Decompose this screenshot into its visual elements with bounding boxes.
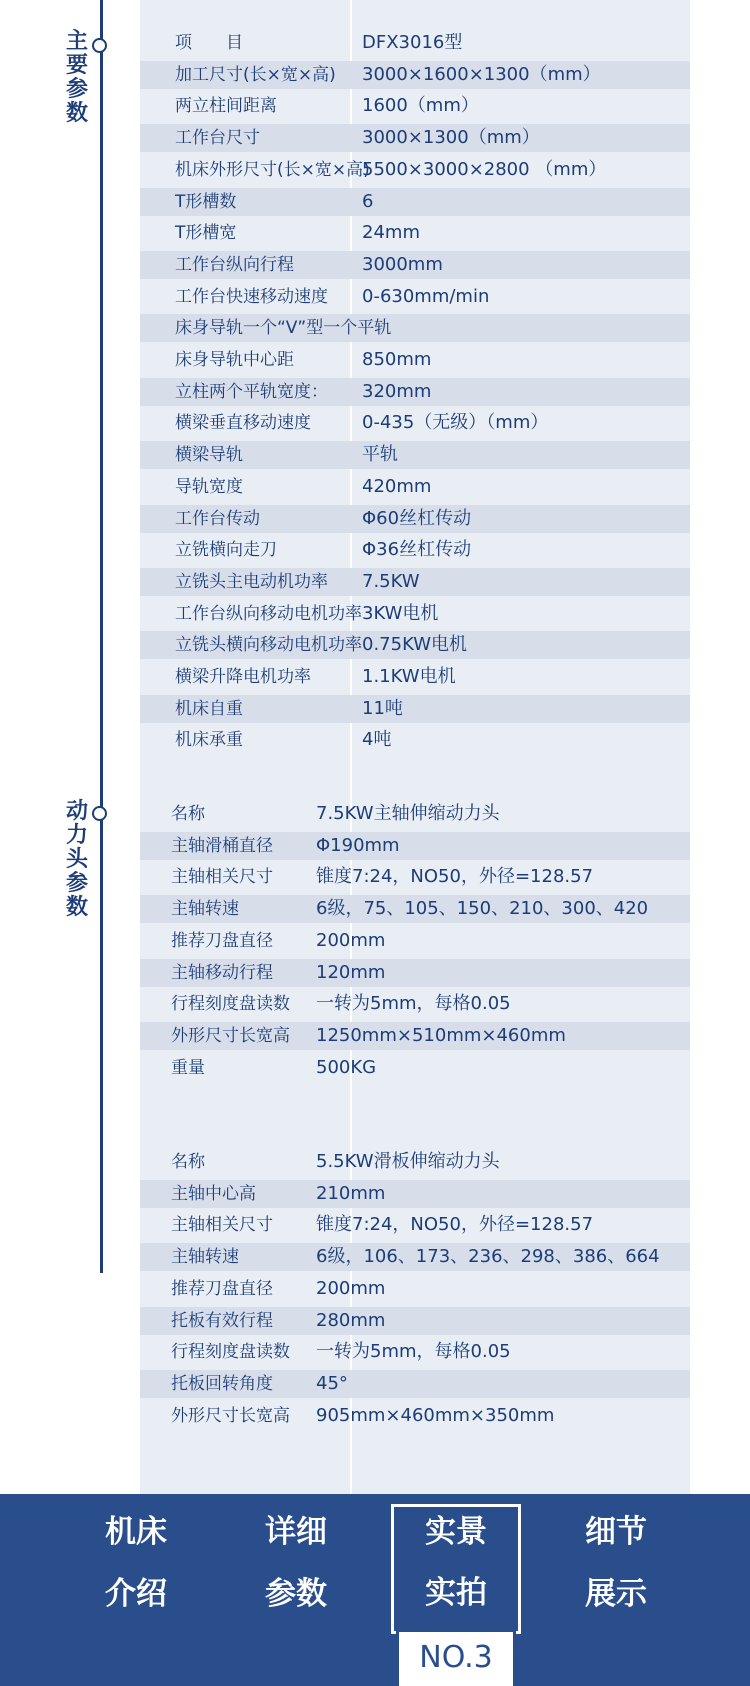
spec-value: 11吨 — [362, 698, 403, 719]
main-spec-row — [140, 61, 690, 89]
spec-key: 横梁升降电机功率 — [175, 667, 311, 687]
spec-value: 210mm — [316, 1183, 386, 1204]
main-spec-row — [140, 441, 690, 469]
spec-value: 200mm — [316, 930, 386, 951]
spec-key: 行程刻度盘读数 — [171, 1342, 290, 1362]
main-spec-row — [140, 568, 690, 596]
spec-value: 3KW电机 — [362, 603, 439, 624]
spec-value: 0-435（无级）（mm） — [362, 412, 549, 433]
main-spec-row — [140, 188, 690, 216]
spec-key: 横梁导轨 — [175, 445, 243, 465]
spec-key: 推荐刀盘直径 — [171, 931, 273, 951]
power-head-2-row — [140, 1402, 690, 1430]
power-head-2-row — [140, 1338, 690, 1366]
spec-value: 500KG — [316, 1057, 377, 1078]
spec-value: Φ190mm — [316, 835, 400, 856]
power-head-1-row — [140, 1022, 690, 1050]
spec-value: 320mm — [362, 381, 432, 402]
main-spec-row — [140, 346, 690, 374]
spec-value: 905mm×460mm×350mm — [316, 1405, 555, 1426]
power-head-2-row — [140, 1211, 690, 1239]
spec-value: 5500×3000×2800 （mm） — [362, 159, 607, 180]
spec-key: 推荐刀盘直径 — [171, 1279, 273, 1299]
spec-key: 立铣头主电动机功率 — [175, 572, 328, 592]
main-spec-row — [140, 314, 690, 342]
main-spec-row — [140, 219, 690, 247]
spec-value: 一转为5mm，每格0.05 — [316, 993, 511, 1014]
spec-key: 名称 — [171, 1152, 205, 1172]
spec-key: 托板回转角度 — [171, 1374, 273, 1394]
spec-value: 1250mm×510mm×460mm — [316, 1025, 566, 1046]
spec-value: 6级，75、105、150、210、300、420 — [316, 898, 649, 919]
spec-key: 床身导轨中心距 — [175, 350, 294, 370]
spec-value: DFX3016型 — [362, 32, 463, 53]
power-head-2-row — [140, 1148, 690, 1176]
spec-value: 一转为5mm，每格0.05 — [316, 1341, 511, 1362]
nav-label-line1: 实景 — [425, 1514, 487, 1550]
spec-value: 3000×1300（mm） — [362, 127, 540, 148]
power-head-1-row — [140, 863, 690, 891]
main-spec-row — [140, 251, 690, 279]
active-page-badge — [396, 1629, 516, 1686]
nav-label-line2: 实拍 — [425, 1575, 487, 1611]
main-spec-row — [140, 726, 690, 754]
main-spec-row — [140, 29, 690, 57]
main-spec-row — [140, 505, 690, 533]
spec-value: 锥度7:24，NO50，外径=128.57 — [316, 1214, 594, 1235]
spec-value: Φ60丝杠传动 — [362, 508, 472, 529]
nav-label-line2: 介绍 — [105, 1576, 167, 1612]
nav-item-detailed-params[interactable] — [231, 1494, 361, 1686]
spec-key: 外形尺寸长宽高 — [171, 1026, 290, 1046]
power-head-1-row — [140, 990, 690, 1018]
section-main-title: 主 要 参 数 — [65, 29, 88, 126]
bottom-nav — [0, 1494, 750, 1686]
power-head-2-row — [140, 1275, 690, 1303]
spec-key: 工作台纵向移动电机功率 — [175, 604, 362, 624]
power-head-1-row — [140, 832, 690, 860]
power-head-1-row — [140, 1054, 690, 1082]
spec-key: 主轴移动行程 — [171, 963, 273, 983]
spec-key: 横梁垂直移动速度 — [175, 413, 311, 433]
main-spec-row — [140, 124, 690, 152]
power-head-1-row — [140, 959, 690, 987]
spec-key: 立铣头横向移动电机功率 — [175, 635, 362, 655]
spec-key: 工作台快速移动速度 — [175, 287, 328, 307]
spec-value: 平轨 — [362, 444, 398, 465]
spec-value: 45° — [316, 1373, 348, 1394]
spec-key: 主轴滑桶直径 — [171, 836, 273, 856]
spec-key: 重量 — [171, 1058, 205, 1078]
spec-key: 工作台尺寸 — [175, 128, 260, 148]
spec-value: 3000mm — [362, 254, 443, 275]
spec-value: 3000×1600×1300（mm） — [362, 64, 601, 85]
spec-key: 项 目 — [175, 33, 243, 53]
spec-key: 主轴转速 — [171, 1247, 239, 1267]
spec-key: T形槽宽 — [175, 223, 237, 243]
spec-key: 主轴相关尺寸 — [171, 1215, 273, 1235]
spec-key: 机床承重 — [175, 730, 243, 750]
spec-value: 5.5KW滑板伸缩动力头 — [316, 1151, 500, 1172]
power-head-2-row — [140, 1307, 690, 1335]
spec-key: 主轴相关尺寸 — [171, 867, 273, 887]
spec-value: 0-630mm/min — [362, 286, 490, 307]
section-main-marker-icon — [92, 38, 107, 53]
spec-key: 床身导轨一个“V”型一个平轨 — [175, 318, 392, 338]
section-power-title: 动 力 头 参 数 — [65, 799, 88, 920]
main-spec-row — [140, 663, 690, 691]
spec-key: 行程刻度盘读数 — [171, 994, 290, 1014]
section-power-marker-icon — [92, 806, 107, 821]
nav-label-line2: 展示 — [585, 1576, 647, 1612]
spec-value: Φ36丝杠传动 — [362, 539, 472, 560]
spec-key: 外形尺寸长宽高 — [171, 1406, 290, 1426]
power-head-2-row — [140, 1370, 690, 1398]
nav-item-detail-display[interactable] — [551, 1494, 681, 1686]
nav-item-real-photos[interactable] — [391, 1504, 521, 1634]
main-spec-row — [140, 92, 690, 120]
spec-value: 6 — [362, 191, 374, 212]
main-spec-row — [140, 473, 690, 501]
spec-value: 7.5KW — [362, 571, 420, 592]
spec-value: 7.5KW主轴伸缩动力头 — [316, 803, 500, 824]
spec-value: 4吨 — [362, 729, 392, 750]
spec-value: 280mm — [316, 1310, 386, 1331]
spec-key: 立柱两个平轨宽度： — [175, 382, 328, 402]
spec-value: 1600（mm） — [362, 95, 479, 116]
section-timeline-line — [100, 0, 103, 1273]
spec-key: 机床外形尺寸(长×宽×高) — [175, 160, 370, 180]
main-spec-row — [140, 631, 690, 659]
spec-key: 主轴中心高 — [171, 1184, 256, 1204]
power-head-1-row — [140, 927, 690, 955]
main-spec-row — [140, 378, 690, 406]
spec-key: 工作台传动 — [175, 509, 260, 529]
nav-label-line2: 参数 — [265, 1576, 327, 1612]
power-head-1-row — [140, 800, 690, 828]
nav-label-line1: 细节 — [585, 1514, 647, 1550]
spec-key: 导轨宽度 — [175, 477, 243, 497]
spec-key: 两立柱间距离 — [175, 96, 277, 116]
nav-label-line1: 详细 — [265, 1514, 327, 1550]
spec-key: T形槽数 — [175, 192, 237, 212]
spec-key: 机床自重 — [175, 699, 243, 719]
spec-value: 1.1KW电机 — [362, 666, 456, 687]
main-spec-row — [140, 695, 690, 723]
active-page-number: NO.3 — [419, 1640, 493, 1675]
spec-key: 托板有效行程 — [171, 1311, 273, 1331]
spec-key: 主轴转速 — [171, 899, 239, 919]
spec-value: 120mm — [316, 962, 386, 983]
spec-value: 850mm — [362, 349, 432, 370]
spec-key: 工作台纵向行程 — [175, 255, 294, 275]
spec-value: 200mm — [316, 1278, 386, 1299]
spec-key: 加工尺寸(长×宽×高) — [175, 65, 336, 85]
power-head-2-row — [140, 1180, 690, 1208]
power-head-2-row — [140, 1243, 690, 1271]
nav-item-machine-intro[interactable] — [71, 1494, 201, 1686]
main-spec-row — [140, 156, 690, 184]
main-spec-row — [140, 536, 690, 564]
power-head-1-row — [140, 895, 690, 923]
main-spec-row — [140, 600, 690, 628]
spec-value: 6级，106、173、236、298、386、664 — [316, 1246, 660, 1267]
spec-key: 立铣横向走刀 — [175, 540, 277, 560]
spec-value: 0.75KW电机 — [362, 634, 468, 655]
spec-key: 名称 — [171, 804, 205, 824]
main-spec-row — [140, 283, 690, 311]
main-spec-row — [140, 409, 690, 437]
spec-value: 420mm — [362, 476, 432, 497]
spec-value: 24mm — [362, 222, 420, 243]
nav-label-line1: 机床 — [105, 1514, 167, 1550]
spec-value: 锥度7:24，NO50，外径=128.57 — [316, 866, 594, 887]
